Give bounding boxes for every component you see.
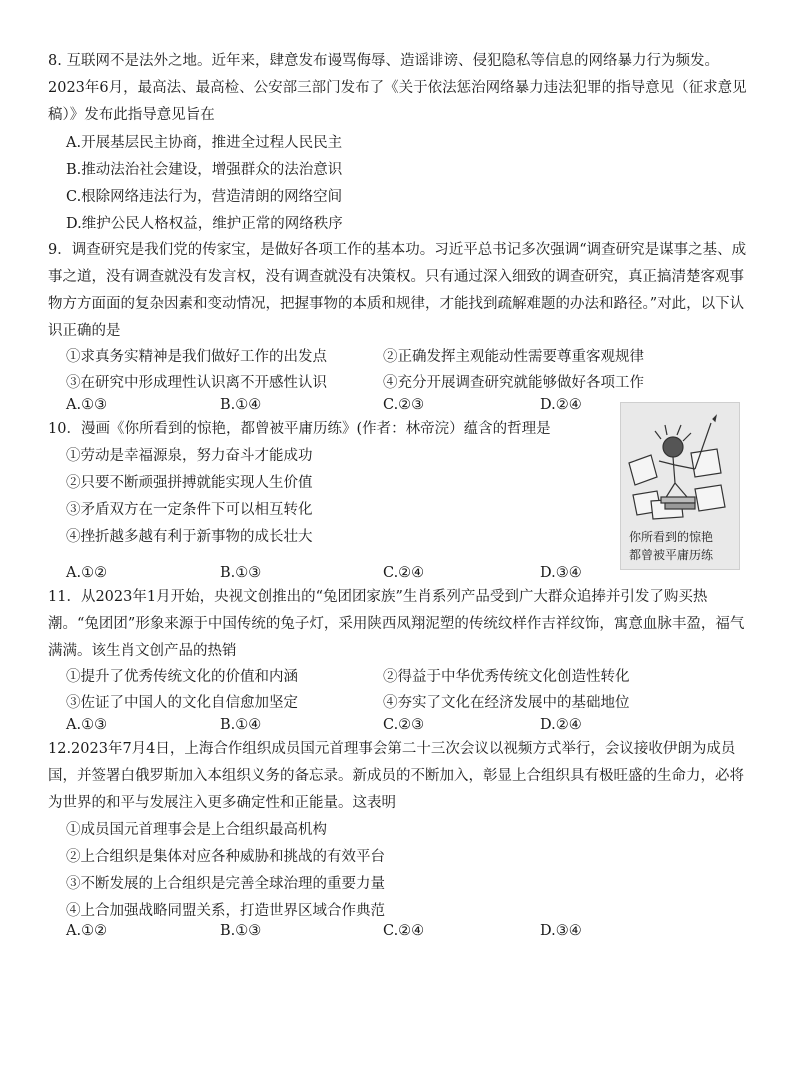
q9-choice-a[interactable]: A.①③ xyxy=(66,397,108,413)
q10-stem: 10．漫画《你所看到的惊艳，都曾被平庸历练》(作者：林帝浣）蕴含的哲理是 xyxy=(48,421,551,437)
q9-choice-c[interactable]: C.②③ xyxy=(383,397,425,413)
q9-statement-1: ①求真务实精神是我们做好工作的出发点 xyxy=(66,349,327,365)
q12-choice-d[interactable]: D.③④ xyxy=(540,923,582,939)
q12-statement-3: ③不断发展的上合组织是完善全球治理的重要力量 xyxy=(66,876,385,892)
q10-choice-c[interactable]: C.②④ xyxy=(383,565,425,581)
q9-choice-b[interactable]: B.①④ xyxy=(220,397,262,413)
q10-statement-4: ④挫折越多越有利于新事物的成长壮大 xyxy=(66,529,313,545)
cartoon-caption-line-1: 你所看到的惊艳 xyxy=(629,530,714,544)
q12-statement-1: ①成员国元首理事会是上合组织最高机构 xyxy=(66,822,327,838)
q11-choice-c[interactable]: C.②③ xyxy=(383,717,425,733)
q9-choice-d[interactable]: D.②④ xyxy=(540,397,582,413)
q8-option-d[interactable]: D.维护公民人格权益，维护正常的网络秩序 xyxy=(66,216,343,232)
q10-choice-d[interactable]: D.③④ xyxy=(540,565,582,581)
q11-choice-a[interactable]: A.①③ xyxy=(66,717,108,733)
q10-statement-2: ②只要不断顽强拼搏就能实现人生价值 xyxy=(66,475,313,491)
q9-statement-3: ③在研究中形成理性认识离不开感性认识 xyxy=(66,375,327,391)
q8-option-c[interactable]: C.根除网络违法行为，营造清朗的网络空间 xyxy=(66,189,343,205)
q12-statement-2: ②上合组织是集体对应各种威胁和挑战的有效平台 xyxy=(66,849,385,865)
q9-stem: 9．调查研究是我们党的传家宝，是做好各项工作的基本功。习近平总书记多次强调“调查研究是谋事之基、成事之道，没有调查就没有发言权，没有调查就没有决策权。只有通过深入细致的调查研究，真正搞清楚客观事物方方面面的复杂因素和变动情况，把握事物的本质和规律，才能找到疏解难题的办法和路径。”对此，以下认识正确的是 xyxy=(48,242,747,339)
q8-option-a[interactable]: A.开展基层民主协商，推进全过程人民民主 xyxy=(66,135,343,151)
q12-choice-b[interactable]: B.①③ xyxy=(220,923,262,939)
q12-choice-a[interactable]: A.①② xyxy=(66,923,108,939)
q11-choice-d[interactable]: D.②④ xyxy=(540,717,582,733)
q9-statement-2: ②正确发挥主观能动性需要尊重客观规律 xyxy=(383,349,644,365)
q8-option-b[interactable]: B.推动法治社会建设，增强群众的法治意识 xyxy=(66,162,343,178)
q10-statement-1: ①劳动是幸福源泉，努力奋斗才能成功 xyxy=(66,448,313,464)
q12-stem: 12.2023年7月4日，上海合作组织成员国元首理事会第二十三次会议以视频方式举行，会议接收伊朗为成员国，并签署白俄罗斯加入本组织义务的备忘录。新成员的不断加入，彰显上合组织具有极旺盛的生命力，必将为世界的和平与发展注入更多确定性和正能量。这表明 xyxy=(48,741,744,811)
q10-choice-a[interactable]: A.①② xyxy=(66,565,108,581)
q9-statement-4: ④充分开展调查研究就能够做好各项工作 xyxy=(383,375,644,391)
q12-choice-c[interactable]: C.②④ xyxy=(383,923,425,939)
q10-choice-b[interactable]: B.①③ xyxy=(220,565,262,581)
q10-statement-3: ③矛盾双方在一定条件下可以相互转化 xyxy=(66,502,313,518)
q11-statement-2: ②得益于中华优秀传统文化创造性转化 xyxy=(383,669,630,685)
cartoon-caption-line-2: 都曾被平庸历练 xyxy=(629,548,714,562)
q11-choice-b[interactable]: B.①④ xyxy=(220,717,262,733)
q11-stem: 11．从2023年1月开始，央视文创推出的“兔团团家族”生肖系列产品受到广大群众追捧并引发了购买热潮。“兔团团”形象来源于中国传统的兔子灯，采用陕西凤翔泥塑的传统纹样作吉祥纹饰，寓意血脉丰盈，福气满满。该生肖文创产品的热销 xyxy=(48,589,745,659)
q11-statement-3: ③佐证了中国人的文化自信愈加坚定 xyxy=(66,695,298,711)
q11-statement-1: ①提升了优秀传统文化的价值和内涵 xyxy=(66,669,298,685)
q8-stem: 8. 互联网不是法外之地。近年来，肆意发布谩骂侮辱、造谣诽谤、侵犯隐私等信息的网络暴力行为频发。2023年6月，最高法、最高检、公安部三部门发布了《关于依法惩治网络暴力违法犯罪的指导意见（征求意见稿）》发布此指导意见旨在 xyxy=(48,53,747,123)
q12-statement-4: ④上合加强战略同盟关系，打造世界区域合作典范 xyxy=(66,903,385,919)
q11-statement-4: ④夯实了文化在经济发展中的基础地位 xyxy=(383,695,630,711)
q10-cartoon-image xyxy=(620,402,740,570)
